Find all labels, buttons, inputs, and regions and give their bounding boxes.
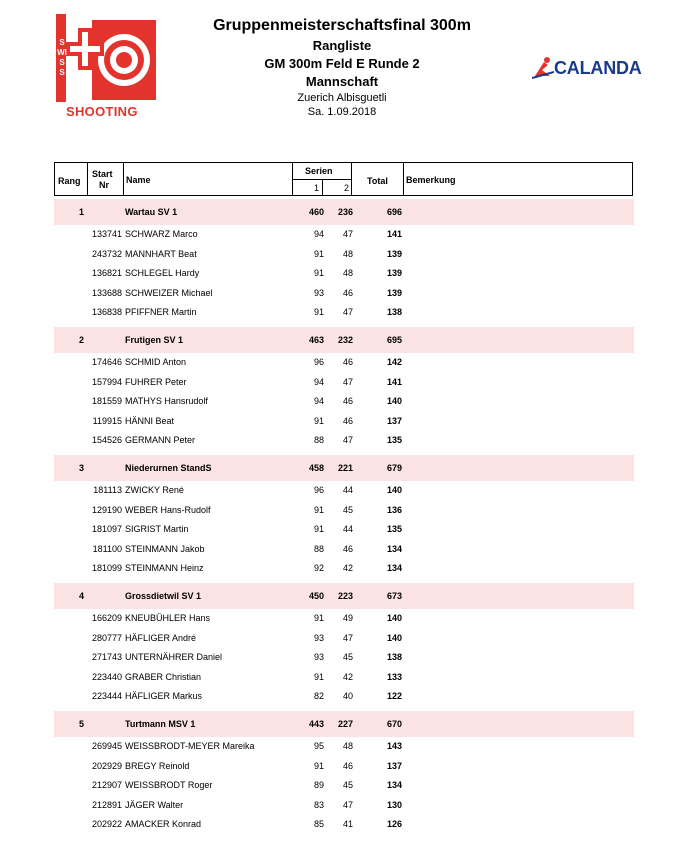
member-serie-2: 40 (342, 691, 353, 701)
logo-left-vertical-text: SWISS (57, 38, 67, 77)
member-serie-2: 41 (342, 819, 353, 829)
team-name: Niederurnen StandS (125, 463, 212, 473)
team-name: Grossdietwil SV 1 (125, 591, 202, 601)
member-serie-1: 96 (313, 357, 324, 367)
member-total: 130 (386, 800, 402, 810)
member-start-nr: 280777 (91, 633, 122, 643)
member-serie-2: 47 (342, 307, 353, 317)
member-serie-2: 46 (342, 288, 353, 298)
member-serie-1: 91 (313, 505, 324, 515)
member-serie-1: 91 (313, 307, 324, 317)
member-name: GERMANN Peter (125, 435, 196, 445)
member-name: SCHWARZ Marco (125, 229, 198, 239)
member-start-nr: 271743 (91, 652, 122, 662)
member-serie-1: 92 (313, 563, 324, 573)
team-rank: 5 (78, 719, 84, 729)
member-serie-1: 95 (313, 741, 324, 751)
member-serie-2: 46 (342, 544, 353, 554)
member-name: SCHWEIZER Michael (125, 288, 213, 298)
team-serie-2: 236 (337, 207, 353, 217)
team-name: Wartau SV 1 (125, 207, 178, 217)
subtitle-rangliste: Rangliste (312, 38, 372, 53)
member-serie-2: 44 (342, 485, 353, 495)
team-serie-2: 221 (337, 463, 353, 473)
member-serie-1: 88 (313, 435, 324, 445)
member-serie-2: 42 (342, 672, 353, 682)
member-serie-1: 91 (313, 524, 324, 534)
team-serie-1: 443 (308, 719, 324, 729)
team-serie-1: 460 (308, 207, 324, 217)
member-serie-1: 89 (313, 780, 324, 790)
member-start-nr: 136821 (91, 268, 122, 278)
member-serie-1: 85 (313, 819, 324, 829)
member-start-nr: 202929 (91, 761, 122, 771)
member-serie-1: 94 (313, 377, 324, 387)
team-total: 670 (386, 719, 402, 729)
member-start-nr: 133741 (91, 229, 122, 239)
member-start-nr: 181099 (91, 563, 122, 573)
member-serie-1: 96 (313, 485, 324, 495)
team-total: 679 (386, 463, 402, 473)
member-name: WEISSBRODT-MEYER Mareika (125, 741, 255, 751)
member-total: 140 (386, 396, 402, 406)
member-serie-1: 91 (313, 672, 324, 682)
member-serie-1: 93 (313, 652, 324, 662)
member-serie-2: 46 (342, 357, 353, 367)
member-start-nr: 129190 (91, 505, 122, 515)
member-start-nr: 181113 (93, 485, 122, 495)
team-rank: 4 (78, 591, 84, 601)
member-name: JÄGER Walter (125, 800, 184, 810)
member-serie-2: 46 (342, 761, 353, 771)
member-total: 138 (386, 652, 402, 662)
member-serie-1: 91 (313, 613, 324, 623)
team-total: 695 (386, 335, 402, 345)
team-name: Frutigen SV 1 (125, 335, 184, 345)
member-name: ZWICKY René (125, 485, 184, 495)
member-start-nr: 174646 (91, 357, 122, 367)
member-name: STEINMANN Jakob (125, 544, 205, 554)
member-start-nr: 223440 (91, 672, 122, 682)
team-total: 696 (386, 207, 402, 217)
member-total: 136 (386, 505, 402, 515)
member-serie-2: 49 (342, 613, 353, 623)
table-header (54, 162, 633, 196)
team-serie-1: 458 (308, 463, 324, 473)
header-nr: Nr (99, 180, 110, 190)
member-name: HÄFLIGER Markus (125, 691, 203, 701)
team-serie-2: 232 (337, 335, 353, 345)
member-start-nr: 119915 (92, 416, 122, 426)
member-start-nr: 133688 (91, 288, 122, 298)
member-total: 141 (386, 229, 402, 239)
member-name: GRABER Christian (125, 672, 202, 682)
header-bemerkung: Bemerkung (406, 175, 456, 185)
member-total: 122 (386, 691, 402, 701)
member-name: HÄNNI Beat (125, 416, 175, 426)
member-total: 139 (386, 288, 402, 298)
member-name: MATHYS Hansrudolf (125, 396, 208, 406)
member-name: HÄFLIGER André (125, 633, 197, 643)
member-serie-2: 48 (342, 741, 353, 751)
member-serie-2: 45 (342, 780, 353, 790)
member-start-nr: 136838 (91, 307, 122, 317)
member-start-nr: 181100 (92, 544, 122, 554)
member-serie-1: 94 (313, 396, 324, 406)
member-name: SIGRIST Martin (125, 524, 189, 534)
member-start-nr: 243732 (91, 249, 122, 259)
team-serie-2: 223 (337, 591, 353, 601)
member-start-nr: 223444 (91, 691, 122, 701)
member-serie-2: 47 (342, 435, 353, 445)
member-name: UNTERNÄHRER Daniel (125, 652, 223, 662)
member-total: 140 (386, 613, 402, 623)
team-rank: 3 (78, 463, 84, 473)
member-serie-2: 47 (342, 633, 353, 643)
calanda-wordmark: CALANDA (554, 58, 642, 78)
header-start: Start (92, 169, 113, 179)
member-total: 137 (386, 416, 402, 426)
member-name: WEBER Hans-Rudolf (125, 505, 211, 515)
member-name: FUHRER Peter (125, 377, 187, 387)
member-serie-2: 47 (342, 229, 353, 239)
member-name: STEINMANN Heinz (125, 563, 204, 573)
member-start-nr: 269945 (91, 741, 122, 751)
member-total: 135 (386, 435, 402, 445)
member-total: 140 (386, 633, 402, 643)
member-name: BREGY Reinold (125, 761, 190, 771)
member-total: 142 (386, 357, 402, 367)
member-name: PFIFFNER Martin (125, 307, 197, 317)
member-serie-2: 46 (342, 396, 353, 406)
member-serie-1: 91 (313, 416, 324, 426)
header-serie-2: 2 (344, 183, 350, 193)
member-serie-2: 42 (342, 563, 353, 573)
location-text: Zuerich Albisguetli (297, 92, 387, 104)
header-total: Total (367, 176, 388, 186)
member-serie-2: 45 (342, 652, 353, 662)
member-start-nr: 157994 (91, 377, 122, 387)
member-total: 137 (386, 761, 402, 771)
member-total: 143 (386, 741, 402, 751)
member-serie-2: 44 (342, 524, 353, 534)
member-start-nr: 212891 (91, 800, 122, 810)
member-total: 140 (386, 485, 402, 495)
member-total: 126 (386, 819, 402, 829)
member-start-nr: 181559 (91, 396, 122, 406)
team-serie-2: 227 (337, 719, 353, 729)
member-serie-1: 91 (313, 249, 324, 259)
member-total: 138 (386, 307, 402, 317)
header-rang: Rang (58, 176, 81, 186)
member-name: MANNHART Beat (125, 249, 197, 259)
member-serie-1: 83 (313, 800, 324, 810)
member-start-nr: 154526 (91, 435, 122, 445)
member-serie-2: 46 (342, 416, 353, 426)
subtitle-category: Mannschaft (305, 74, 379, 89)
header-serien: Serien (305, 166, 333, 176)
member-total: 141 (386, 377, 402, 387)
member-total: 134 (386, 563, 402, 573)
member-start-nr: 181097 (91, 524, 122, 534)
member-serie-1: 93 (313, 288, 324, 298)
member-total: 134 (386, 544, 402, 554)
member-serie-1: 91 (313, 761, 324, 771)
date-text: Sa. 1.09.2018 (307, 106, 377, 118)
member-name: KNEUBÜHLER Hans (125, 613, 211, 623)
member-serie-2: 47 (342, 800, 353, 810)
member-name: SCHMID Anton (125, 357, 187, 367)
logo-left-bottom-text: SHOOTING (66, 104, 138, 119)
member-serie-1: 82 (313, 691, 324, 701)
member-total: 135 (386, 524, 402, 534)
member-serie-1: 91 (313, 268, 324, 278)
member-name: WEISSBRODT Roger (125, 780, 213, 790)
member-start-nr: 166209 (91, 613, 122, 623)
subtitle-competition: GM 300m Feld E Runde 2 (264, 56, 420, 71)
member-serie-2: 47 (342, 377, 353, 387)
team-total: 673 (386, 591, 402, 601)
team-serie-1: 463 (308, 335, 324, 345)
member-serie-2: 48 (342, 249, 353, 259)
member-serie-1: 94 (313, 229, 324, 239)
member-start-nr: 202922 (91, 819, 122, 829)
member-total: 134 (386, 780, 402, 790)
member-total: 133 (386, 672, 402, 682)
member-name: AMACKER Konrad (125, 819, 202, 829)
header-name: Name (126, 175, 151, 185)
member-total: 139 (386, 268, 402, 278)
team-name: Turtmann MSV 1 (125, 719, 196, 729)
member-serie-1: 88 (313, 544, 324, 554)
page-title: Gruppenmeisterschaftsfinal 300m (213, 17, 471, 34)
member-serie-2: 45 (342, 505, 353, 515)
member-serie-1: 93 (313, 633, 324, 643)
member-serie-2: 48 (342, 268, 353, 278)
member-total: 139 (386, 249, 402, 259)
team-rank: 1 (78, 207, 84, 217)
team-serie-1: 450 (308, 591, 324, 601)
member-start-nr: 212907 (91, 780, 122, 790)
header-serie-1: 1 (314, 183, 320, 193)
member-name: SCHLEGEL Hardy (125, 268, 200, 278)
team-rank: 2 (78, 335, 84, 345)
